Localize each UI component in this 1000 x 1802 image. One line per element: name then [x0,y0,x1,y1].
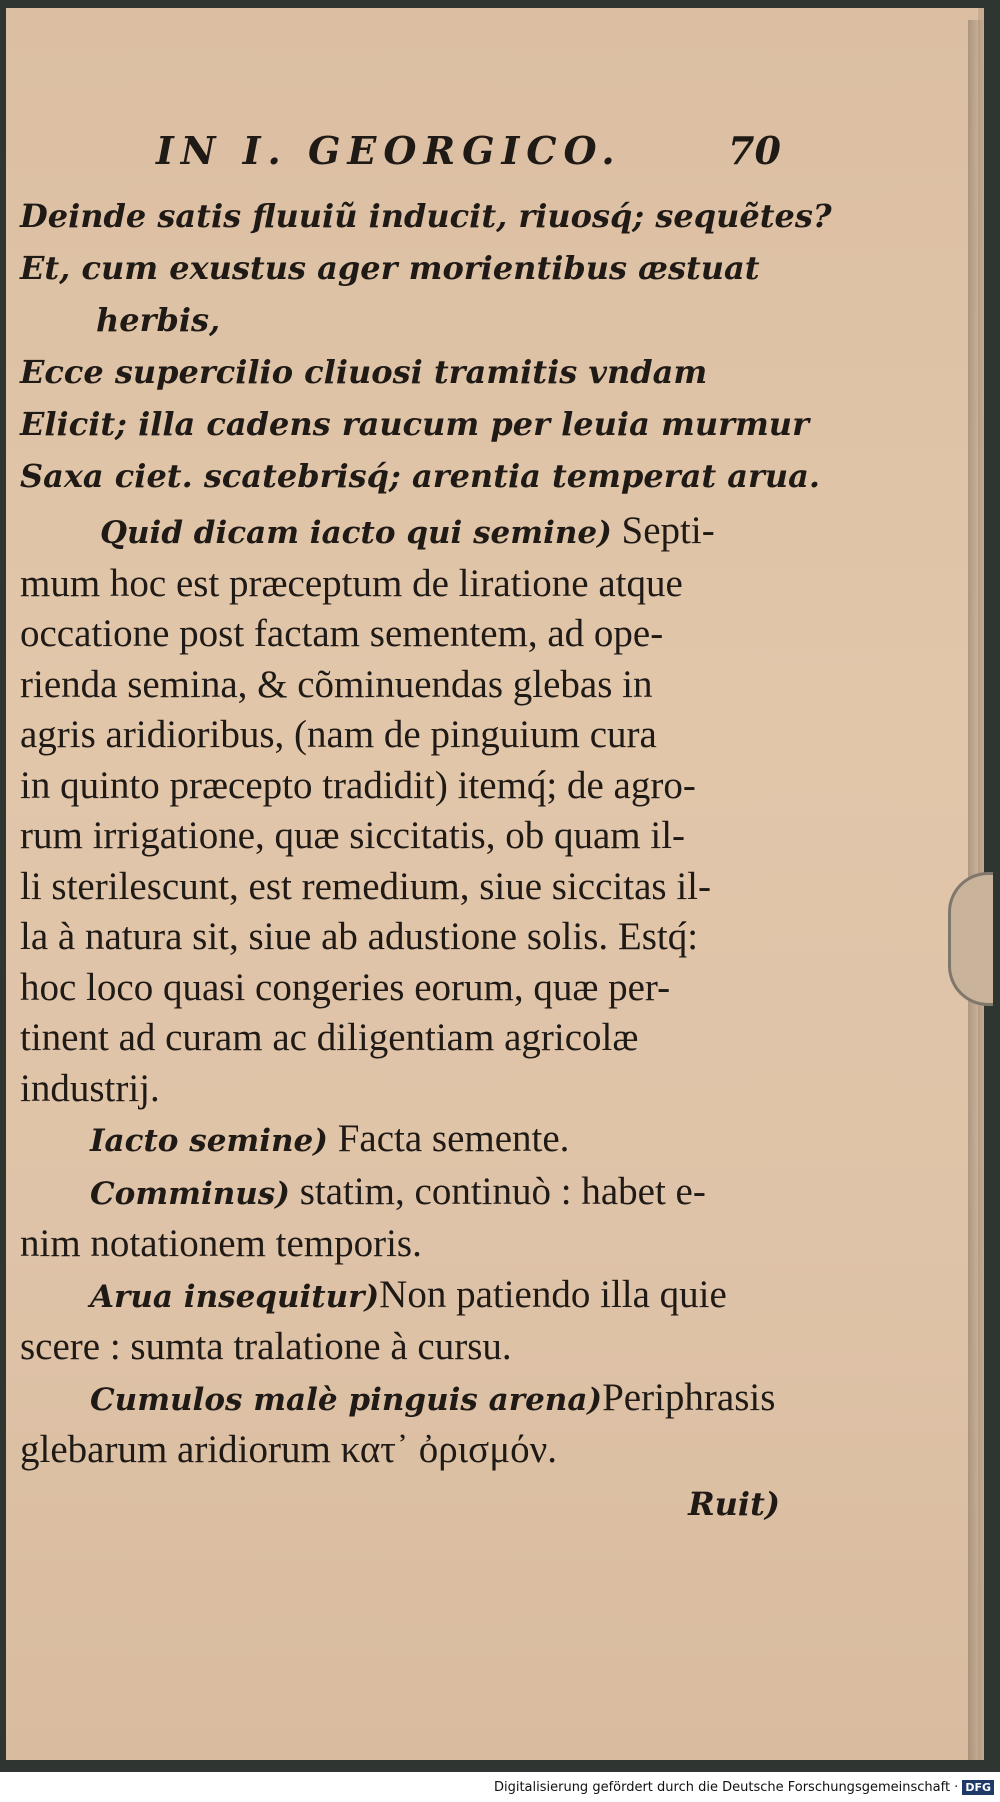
lemma: Arua insequitur) [90,1278,380,1315]
commentary-line: nim notationem temporis. [20,1222,422,1265]
commentary-line: in quinto præcepto tradidit) itemq́; de agro- [20,763,696,807]
commentary-line: agris aridioribus, (nam de pinguium cura [20,713,657,756]
commentary-line: occatione post factam sementem, ad ope- [20,612,664,655]
verse-line: herbis, [96,301,221,339]
commentary-line [20,1373,780,1426]
catchword: Ruit) [688,1484,780,1523]
commentary-line: scere : sumta tralatione à cursu. [20,1325,512,1368]
verse-line: Saxa ciet. scatebrisq́; arentia temperat arua. [20,457,820,495]
commentary-text: Periphrasis [602,1375,776,1419]
commentary-line: la à natura sit, siue ab adustione solis. Estq́: [20,915,699,958]
commentary-text: Facta semente. [337,1117,570,1160]
commentary [20,506,780,1476]
verse-line: Et, cum exustus ager morientibus æstuat [20,249,760,287]
commentary-text: statim, continuò : habet e- [299,1169,706,1213]
lemma: Iacto semine) [90,1123,328,1159]
page-clip-tab [948,872,993,1006]
commentary-line [20,1270,780,1323]
commentary-line [20,1167,780,1220]
commentary-line: mum hoc est præceptum de liratione atque [20,561,683,605]
verse-line: Elicit; illa cadens raucum per leuia murmur [20,405,809,443]
commentary-line [20,1114,780,1167]
verse-block [20,190,832,502]
commentary-line: li sterilescunt, est remedium, siue siccitas il- [20,864,711,908]
verse-line: Ecce supercilio cliuosi tramitis vndam [20,353,708,391]
page-number: 70 [728,128,781,173]
running-head-title: IN I. GEORGICO. [156,128,622,173]
verse-line: Deinde satis fluuiũ inducit, riuosq́; sequẽtes? [20,197,832,235]
page-text [20,128,832,1532]
commentary-line [20,506,780,559]
commentary-line: tinent ad curam ac diligentiam agricolæ [20,1016,639,1059]
lemma: Comminus) [90,1175,290,1212]
commentary-line: industrij. [20,1066,160,1110]
commentary-line: hoc loco quasi congeries eorum, quæ per- [20,965,671,1009]
dfg-logo: DFG [962,1780,994,1795]
digitization-credit [494,1780,994,1795]
credit-text: Digitalisierung gefördert durch die Deutsche Forschungsgemeinschaft · [493,1780,959,1795]
lemma: Quid dicam iacto qui semine) [100,515,612,551]
lemma: Cumulos malè pinguis arena) [90,1381,603,1418]
commentary-line: glebarum aridiorum κατ᾽ ὀρισμόν. [20,1428,557,1471]
commentary-line: rum irrigatione, quæ siccitatis, ob quam il- [20,814,686,857]
commentary-line: rienda semina, & cõminuendas glebas in [20,662,653,706]
commentary-text: Septi- [621,509,715,552]
running-head [20,128,780,190]
commentary-text: Non patiendo illa quie [379,1272,727,1316]
